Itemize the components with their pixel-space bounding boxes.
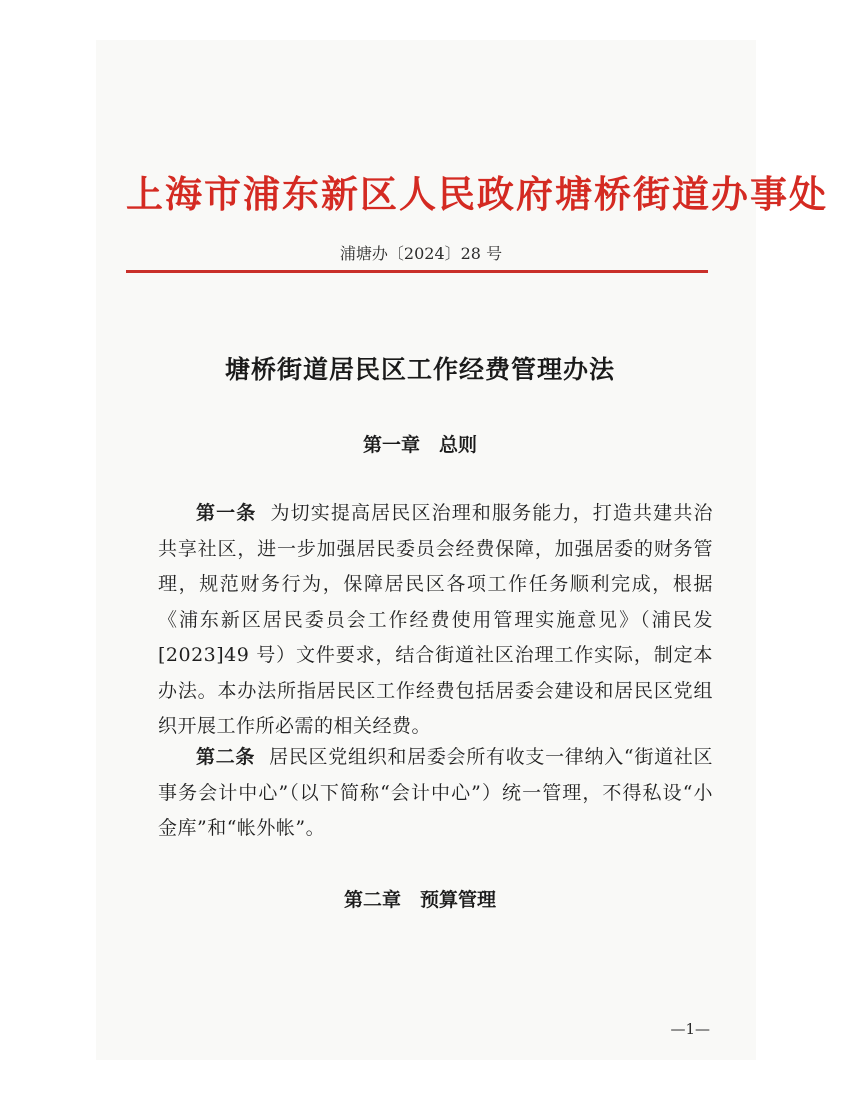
article-2 xyxy=(158,740,713,847)
issuer-header: 上海市浦东新区人民政府塘桥街道办事处 xyxy=(126,172,828,216)
article-2-text: 居民区党组织和居委会所有收支一律纳入“街道社区事务会计中心”（以下简称“会计中心”）统一管理，不得私设“小金库”和“帐外帐”。 xyxy=(158,746,713,839)
document-number: 浦塘办〔2024〕28 号 xyxy=(339,244,503,263)
page-number: —1— xyxy=(670,1020,710,1038)
chapter-1-heading: 第一章 总则 xyxy=(362,434,477,456)
article-1 xyxy=(158,496,713,745)
article-2-label: 第二条 xyxy=(196,746,256,768)
red-divider xyxy=(126,270,708,273)
document-title: 塘桥街道居民区工作经费管理办法 xyxy=(224,355,615,384)
chapter-2-heading: 第二章 预算管理 xyxy=(343,889,496,911)
article-1-label: 第一条 xyxy=(196,502,257,524)
article-1-text: 为切实提高居民区治理和服务能力，打造共建共治共享社区，进一步加强居民委员会经费保障，加强居委的财务管理，规范财务行为，保障居民区各项工作任务顺利完成，根据《浦东新区居民委员会工作经费使用管理实施意见》（浦民发[2023]49 号）文件要求，结合街道社区治理工作实际，制定本办法。本办法所指居民区工作经费包括居委会建设和居民区党组织开展工作所必需的相关经费。 xyxy=(158,502,713,737)
